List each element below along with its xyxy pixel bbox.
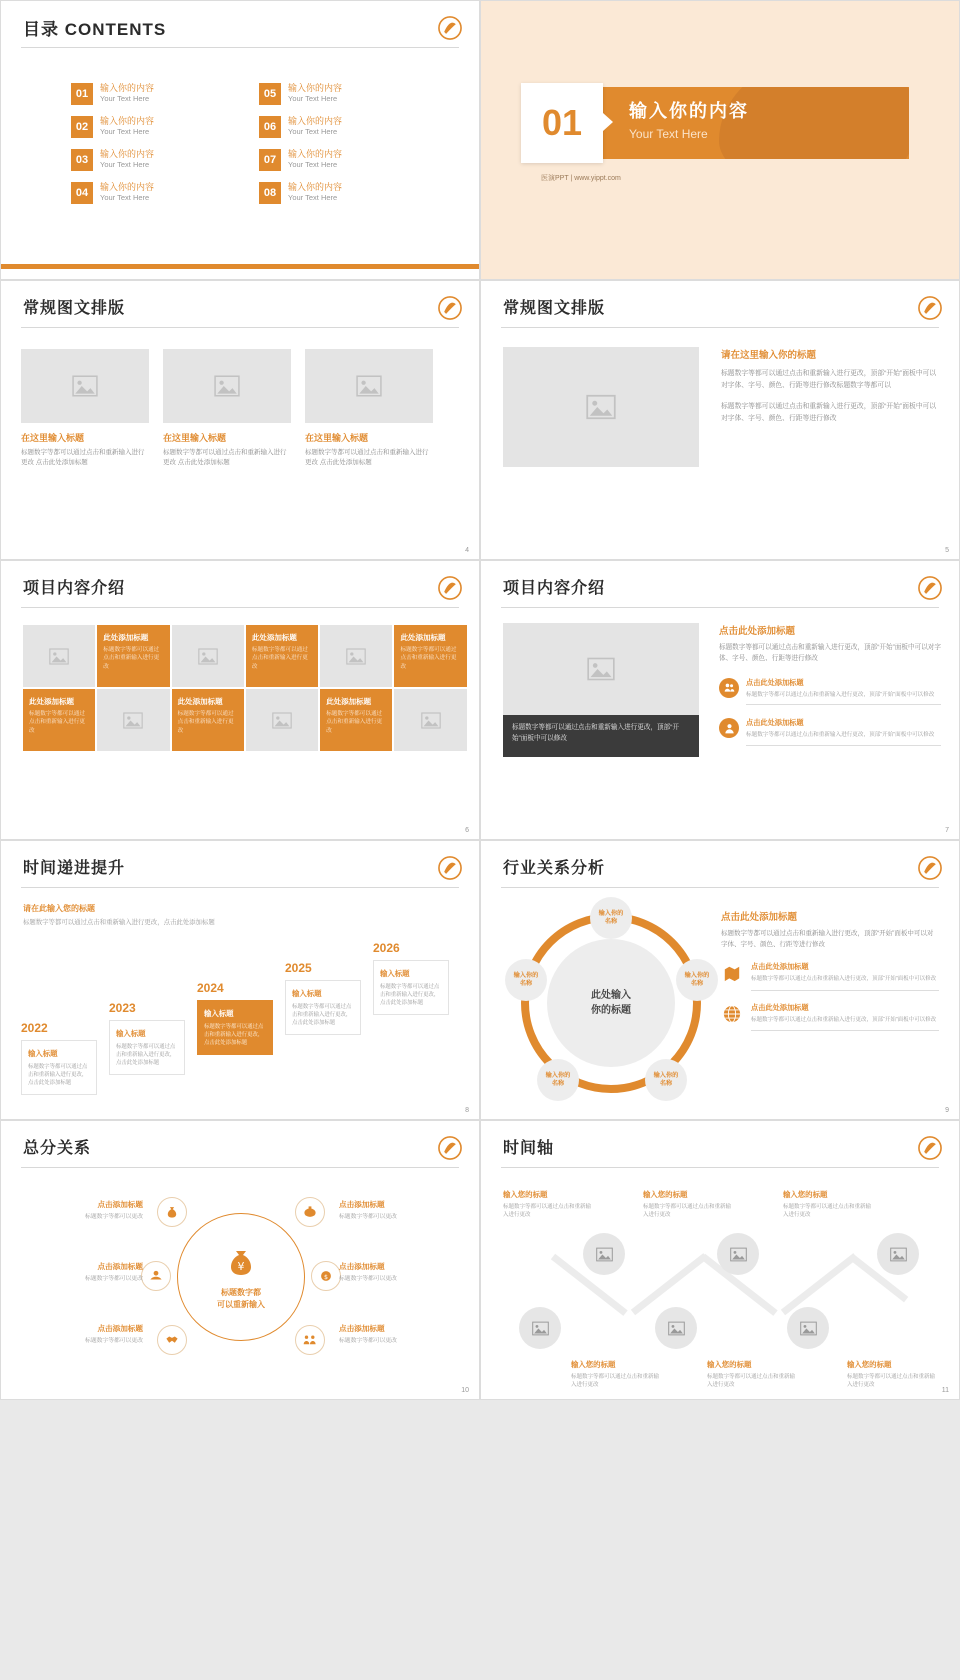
slide-timeline-steps	[0, 840, 480, 1120]
node-line-1: 输入你的	[513, 971, 539, 979]
cell-text: 标题数字等都可以通过点击和重新输入进行更改	[400, 647, 457, 670]
toc-item[interactable]	[259, 182, 437, 204]
toc-number: 02	[71, 116, 93, 138]
caption-row	[21, 431, 433, 468]
step-heading: 输入标题	[204, 1009, 234, 1018]
toc-list	[71, 83, 437, 204]
timeline-node[interactable]	[583, 1233, 625, 1275]
brand-logo-icon	[437, 855, 463, 881]
cell-text: 标题数字等都可以通过点击和重新输入进行更改	[29, 711, 85, 734]
relation-node[interactable]	[505, 959, 547, 1001]
step-year: 2022	[21, 1021, 48, 1035]
caption-text: 标题数字等都可以通过点击和重新输入进行更改	[503, 1204, 592, 1219]
slide-content-intro	[480, 560, 960, 840]
feature-heading: 点击此处添加标题	[746, 677, 804, 687]
toc-number: 06	[259, 116, 281, 138]
label-heading: 点击添加标题	[97, 1200, 143, 1209]
step-year: 2026	[373, 941, 400, 955]
ring-center	[547, 939, 675, 1067]
hub-label	[339, 1323, 467, 1346]
toc-number: 01	[71, 83, 93, 105]
globe-icon	[721, 1003, 743, 1025]
accent-bottom-bar	[1, 264, 479, 269]
hub-label	[15, 1261, 143, 1284]
caption-heading: 输入您的标题	[783, 1190, 828, 1199]
timeline-caption	[707, 1359, 799, 1390]
node-line-2: 名称	[551, 1080, 565, 1087]
node-line-1: 输入你的	[684, 971, 710, 979]
timeline-step[interactable]	[373, 941, 449, 1015]
page-title: 总分关系	[23, 1140, 92, 1157]
spoke-icon-piggy-bank[interactable]	[295, 1197, 325, 1227]
toc-number: 07	[259, 149, 281, 171]
page-title: 时间轴	[503, 1140, 555, 1157]
header-divider	[21, 887, 459, 888]
spoke-icon-people[interactable]	[295, 1325, 325, 1355]
cell-text: 标题数字等都可以通过点击和重新输入进行更改	[177, 711, 234, 734]
header-divider	[501, 1167, 939, 1168]
slide-contents	[0, 0, 480, 280]
users-icon	[719, 678, 739, 698]
caption-heading: 在这里输入标题	[305, 433, 369, 443]
divider-title-en: Your Text Here	[629, 127, 708, 141]
page-title: 项目内容介绍	[23, 580, 126, 597]
brand-logo-icon	[437, 1135, 463, 1161]
image-placeholder[interactable]	[172, 625, 244, 687]
header-divider	[21, 607, 459, 608]
caption-heading: 输入您的标题	[503, 1190, 548, 1199]
node-line-1: 输入你的	[653, 1071, 679, 1079]
brand-logo-icon	[437, 15, 463, 41]
cell-heading: 此处添加标题	[326, 697, 372, 706]
label-heading: 点击添加标题	[339, 1200, 385, 1209]
image-placeholder[interactable]	[246, 689, 318, 751]
caption-text: 标题数字等都可以通过点击和重新输入进行更改 点击此处添加标题	[21, 449, 145, 467]
hub-line-1: 标题数字都	[221, 1287, 261, 1297]
feature-heading: 点击此处添加标题	[751, 1002, 809, 1012]
toc-item[interactable]	[71, 149, 249, 171]
slide-number: 11	[941, 1387, 949, 1394]
mosaic-text-cell	[246, 625, 318, 687]
slide-number: 10	[461, 1387, 469, 1394]
label-text: 标题数字等都可以更改	[85, 1214, 143, 1220]
relation-node[interactable]	[590, 897, 632, 939]
slide-mosaic	[0, 560, 480, 840]
image-placeholder[interactable]	[305, 349, 433, 423]
section-number-box	[521, 83, 603, 163]
text-column	[721, 909, 939, 1031]
slide-number: 4	[465, 547, 469, 554]
spoke-icon-hand-coin[interactable]	[141, 1261, 171, 1291]
toc-item[interactable]	[71, 116, 249, 138]
feature-item	[721, 962, 939, 990]
arrow-icon	[603, 113, 613, 131]
image-row	[21, 349, 433, 423]
feature-text: 标题数字等都可以通过点击和重新输入进行更改，顶部“开始”面板中可以修改	[746, 732, 935, 739]
caption-text: 标题数字等都可以通过点击和重新输入进行更改 点击此处添加标题	[305, 449, 429, 467]
timeline-step[interactable]	[285, 961, 361, 1035]
header-divider	[21, 1167, 459, 1168]
image-placeholder[interactable]	[503, 623, 699, 715]
feature-text: 标题数字等都可以通过点击和重新输入进行更改，顶部“开始”面板中可以修改	[751, 1016, 937, 1023]
text-column	[721, 347, 939, 434]
toc-label-cn: 输入你的内容	[100, 182, 155, 192]
node-line-2: 名称	[659, 1080, 673, 1087]
caption-text: 标题数字等都可以通过点击和重新输入进行更改	[571, 1374, 660, 1389]
toc-label-en: Your Text Here	[288, 193, 338, 203]
step-heading: 输入标题	[28, 1049, 58, 1058]
toc-item[interactable]	[259, 116, 437, 138]
feature-item	[719, 718, 941, 745]
slide-section-divider	[480, 0, 960, 280]
credit-text: 医演PPT | www.yippt.com	[541, 175, 621, 182]
relation-ring	[513, 909, 710, 1093]
subtitle-block	[23, 903, 215, 928]
feature-item	[719, 678, 941, 705]
toc-label-cn: 输入你的内容	[100, 83, 155, 93]
center-line-1: 此处输入	[591, 990, 631, 1001]
caption-block	[305, 431, 433, 468]
page-title: 时间递进提升	[23, 860, 126, 877]
feature-heading: 点击此处添加标题	[751, 962, 809, 972]
relation-node[interactable]	[676, 959, 718, 1001]
money-bag-icon	[224, 1244, 258, 1283]
slide-hub	[0, 1120, 480, 1400]
toc-label-en: Your Text Here	[100, 94, 150, 104]
step-text: 标题数字等都可以通过点击和重新输入进行更改，点击此处添加标题	[292, 1004, 352, 1027]
mosaic-text-cell	[172, 689, 244, 751]
image-placeholder[interactable]	[163, 349, 291, 423]
feature-text: 标题数字等都可以通过点击和重新输入进行更改，顶部“开始”面板中可以修改	[746, 691, 935, 698]
step-text: 标题数字等都可以通过点击和重新输入进行更改，点击此处添加标题	[28, 1064, 88, 1087]
label-text: 标题数字等都可以更改	[85, 1338, 143, 1344]
divider-text	[629, 97, 749, 141]
toc-label-cn: 输入你的内容	[100, 116, 155, 126]
divider-title-cn: 输入你的内容	[629, 101, 749, 121]
hub-line-2: 可以重新输入	[217, 1299, 265, 1309]
caption-heading: 输入您的标题	[643, 1190, 688, 1199]
caption-heading: 在这里输入标题	[163, 433, 227, 443]
toc-label-cn: 输入你的内容	[288, 182, 343, 192]
header-divider	[501, 887, 939, 888]
caption-bar: 标题数字等都可以通过点击和重新输入进行更改，顶部“开始”面板中可以修改	[503, 715, 699, 757]
feature-heading: 点击此处添加标题	[746, 718, 804, 728]
toc-label-cn: 输入你的内容	[288, 116, 343, 126]
timeline-step[interactable]	[21, 1021, 97, 1095]
step-heading: 输入标题	[116, 1029, 146, 1038]
text-column	[719, 623, 941, 746]
caption-heading: 输入您的标题	[707, 1360, 752, 1369]
toc-label-en: Your Text Here	[288, 160, 338, 170]
header-divider	[21, 327, 459, 328]
step-year: 2024	[197, 981, 224, 995]
toc-label-cn: 输入你的内容	[288, 83, 343, 93]
title-en: CONTENTS	[64, 20, 167, 39]
toc-label-en: Your Text Here	[100, 160, 150, 170]
step-text: 标题数字等都可以通过点击和重新输入进行更改，点击此处添加标题	[116, 1044, 176, 1067]
spoke-icon-coins[interactable]	[311, 1261, 341, 1291]
mosaic-text-cell	[394, 625, 466, 687]
cell-text: 标题数字等都可以通过点击和重新输入进行更改	[251, 647, 308, 670]
person-icon	[719, 718, 739, 738]
cell-heading: 此处添加标题	[29, 697, 74, 706]
timeline-step[interactable]	[109, 1001, 185, 1075]
section-number: 01	[541, 102, 583, 143]
subtitle-heading: 请在此输入您的标题	[23, 904, 95, 913]
cell-heading: 此处添加标题	[177, 697, 223, 706]
brand-logo-icon	[437, 295, 463, 321]
toc-number: 05	[259, 83, 281, 105]
toc-number: 03	[71, 149, 93, 171]
center-line-2: 你的标题	[591, 1005, 631, 1016]
body-paragraph: 标题数字等都可以通过点击和重新输入进行更改，顶部“开始”面板中可以对字体、字号、颜色、行距等进行修改	[721, 403, 937, 422]
cell-heading: 此处添加标题	[400, 633, 446, 642]
label-heading: 点击添加标题	[339, 1262, 385, 1271]
cell-heading: 此处添加标题	[103, 633, 149, 642]
slide-number: 8	[465, 1107, 469, 1114]
connector	[781, 1253, 858, 1315]
spoke-icon-handshake[interactable]	[157, 1325, 187, 1355]
timeline-node[interactable]	[787, 1307, 829, 1349]
slide-relation	[480, 840, 960, 1120]
node-line-2: 名称	[604, 918, 618, 925]
toc-number: 08	[259, 182, 281, 204]
toc-item[interactable]	[71, 83, 249, 105]
page-title: 常规图文排版	[503, 300, 606, 317]
svg-text:¥: ¥	[237, 1259, 245, 1273]
relation-node[interactable]	[645, 1059, 687, 1101]
feature-text: 标题数字等都可以通过点击和重新输入进行更改，顶部“开始”面板中可以修改	[751, 976, 937, 983]
caption-text: 标题数字等都可以通过点击和重新输入进行更改 点击此处添加标题	[163, 449, 287, 467]
label-text: 标题数字等都可以更改	[339, 1276, 397, 1282]
label-text: 标题数字等都可以更改	[85, 1276, 143, 1282]
body-paragraph: 标题数字等都可以通过点击和重新输入进行更改，顶部“开始”面板中可以对字体、字号、颜色、行距等进行修改	[719, 644, 941, 662]
spoke-icon-money-bag[interactable]	[157, 1197, 187, 1227]
label-text: 标题数字等都可以更改	[339, 1338, 397, 1344]
subtitle-text: 标题数字等都可以通过点击和重新输入进行更改，点击此处添加标题	[23, 919, 215, 926]
svg-text:$: $	[323, 1273, 329, 1281]
hub-label	[339, 1261, 467, 1284]
toc-label-en: Your Text Here	[100, 193, 150, 203]
node-line-1: 输入你的	[598, 909, 624, 917]
timeline-caption	[571, 1359, 663, 1390]
node-line-2: 名称	[519, 980, 533, 987]
mosaic-grid	[23, 625, 467, 751]
toc-label-cn: 输入你的内容	[288, 149, 343, 159]
page-title: 项目内容介绍	[503, 580, 606, 597]
image-placeholder[interactable]	[394, 689, 466, 751]
caption-block	[21, 431, 149, 468]
label-heading: 点击添加标题	[97, 1262, 143, 1271]
toc-number: 04	[71, 182, 93, 204]
caption-heading: 输入您的标题	[847, 1360, 892, 1369]
brand-logo-icon	[917, 575, 943, 601]
timeline-node[interactable]	[519, 1307, 561, 1349]
step-heading: 输入标题	[292, 989, 322, 998]
image-placeholder[interactable]	[503, 347, 699, 467]
timeline-caption	[847, 1359, 939, 1390]
connector	[631, 1253, 708, 1315]
zigzag-container	[495, 1181, 947, 1389]
header-divider	[21, 47, 459, 48]
caption-text: 标题数字等都可以通过点击和重新输入进行更改	[643, 1204, 732, 1219]
hub-diagram	[151, 1187, 331, 1367]
timeline-caption	[783, 1189, 875, 1220]
header-divider	[501, 607, 939, 608]
slide-layout-three	[0, 280, 480, 560]
hub-center	[177, 1213, 305, 1341]
mosaic-text-cell	[23, 689, 95, 751]
timeline-node[interactable]	[877, 1233, 919, 1275]
toc-label-en: Your Text Here	[100, 127, 150, 137]
page-title: 常规图文排版	[23, 300, 126, 317]
label-heading: 点击添加标题	[339, 1324, 385, 1333]
timeline-node[interactable]	[717, 1233, 759, 1275]
node-line-1: 输入你的	[545, 1071, 571, 1079]
mosaic-text-cell	[320, 689, 392, 751]
node-line-2: 名称	[690, 980, 704, 987]
section-heading: 点击此处添加标题	[721, 912, 798, 923]
section-heading: 点击此处添加标题	[719, 626, 796, 637]
caption-text: 标题数字等都可以通过点击和重新输入进行更改	[783, 1204, 872, 1219]
cell-heading: 此处添加标题	[251, 633, 297, 642]
slide-number: 6	[465, 827, 469, 834]
body-paragraph: 标题数字等都可以通过点击和重新输入进行更改，顶部“开始”面板中可以对字体、字号、颜色、行距等进行修改标题数字等都可以	[721, 370, 937, 389]
steps-container	[21, 933, 461, 1113]
relation-node[interactable]	[537, 1059, 579, 1101]
caption-text: 标题数字等都可以通过点击和重新输入进行更改	[847, 1374, 936, 1389]
image-placeholder[interactable]	[21, 349, 149, 423]
brand-logo-icon	[917, 855, 943, 881]
brand-logo-icon	[437, 575, 463, 601]
slide-number: 7	[945, 827, 949, 834]
step-year: 2025	[285, 961, 312, 975]
step-year: 2023	[109, 1001, 136, 1015]
toc-label-en: Your Text Here	[288, 127, 338, 137]
image-placeholder[interactable]	[320, 625, 392, 687]
page-title: 行业关系分析	[503, 860, 606, 877]
header-divider	[501, 327, 939, 328]
cell-text: 标题数字等都可以通过点击和重新输入进行更改	[326, 711, 383, 734]
caption-text: 标题数字等都可以通过点击和重新输入进行更改	[707, 1374, 796, 1389]
label-heading: 点击添加标题	[97, 1324, 143, 1333]
hub-label	[339, 1199, 467, 1222]
feature-item	[721, 1003, 939, 1031]
step-text: 标题数字等都可以通过点击和重新输入进行更改，点击此处添加标题	[380, 984, 440, 1007]
slide-number: 9	[945, 1107, 949, 1114]
toc-item[interactable]	[259, 83, 437, 105]
mosaic-text-cell	[97, 625, 169, 687]
timeline-step[interactable]	[197, 981, 273, 1055]
page-title	[23, 15, 166, 40]
brand-logo-icon	[917, 295, 943, 321]
toc-label-cn: 输入你的内容	[100, 149, 155, 159]
caption-heading: 在这里输入标题	[21, 433, 85, 443]
section-heading: 请在这里输入你的标题	[721, 350, 817, 361]
toc-item[interactable]	[71, 182, 249, 204]
slide-layout-one	[480, 280, 960, 560]
map-icon	[721, 962, 743, 984]
toc-item[interactable]	[259, 149, 437, 171]
step-heading: 输入标题	[380, 969, 410, 978]
cell-text: 标题数字等都可以通过点击和重新输入进行更改	[103, 647, 160, 670]
timeline-caption	[643, 1189, 735, 1220]
caption-block	[163, 431, 291, 468]
slide-number: 5	[945, 547, 949, 554]
slide-zigzag-timeline	[480, 1120, 960, 1400]
image-placeholder[interactable]	[23, 625, 95, 687]
image-placeholder[interactable]	[97, 689, 169, 751]
hub-label	[15, 1199, 143, 1222]
timeline-caption	[503, 1189, 595, 1220]
hub-label	[15, 1323, 143, 1346]
title-cn: 目录	[23, 20, 59, 39]
body-paragraph: 标题数字等都可以通过点击和重新输入进行更改，顶部“开始”面板中可以对字体、字号、颜色、行距等进行修改	[721, 930, 934, 948]
caption-heading: 输入您的标题	[571, 1360, 616, 1369]
brand-logo-icon	[917, 1135, 943, 1161]
timeline-node[interactable]	[655, 1307, 697, 1349]
step-text: 标题数字等都可以通过点击和重新输入进行更改，点击此处添加标题	[204, 1024, 264, 1047]
label-text: 标题数字等都可以更改	[339, 1214, 397, 1220]
toc-label-en: Your Text Here	[288, 94, 338, 104]
